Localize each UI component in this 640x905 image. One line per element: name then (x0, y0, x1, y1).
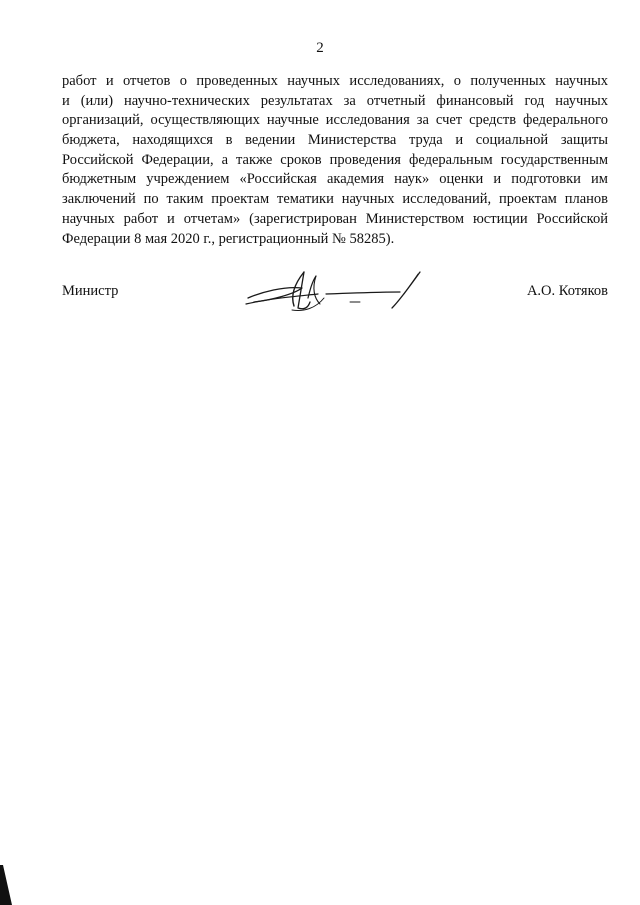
scan-edge-mark-icon (0, 865, 14, 905)
paragraph-line: и (или) научно-технических результатах за отчетный финансовый год научных (62, 92, 608, 109)
paragraph-line: научных работ и отчетам» (зарегистрирован Министерством юстиции Российской (62, 210, 608, 227)
handwritten-signature-icon (242, 268, 426, 316)
paragraph-line: Федерации 8 мая 2020 г., регистрационный № 58285). (62, 230, 395, 247)
paragraph-line: бюджетным учреждением «Российская академия наук» оценки и подготовки им (62, 171, 608, 188)
signatory-title: Министр (62, 283, 119, 299)
paragraph-line: Российской Федерации, а также сроков проведения федеральным государственным (62, 151, 608, 168)
paragraph-line: организаций, осуществляющих научные исследования за счет средств федерального (62, 112, 608, 129)
signatory-name: А.О. Котяков (526, 283, 608, 299)
paragraph-line: заключений по таким проектам тематики научных исследований, проектам планов (62, 191, 608, 208)
body-paragraph (62, 72, 608, 249)
paragraph-line: бюджета, находящихся в ведении Министерства труда и социальной защиты (62, 132, 608, 149)
paragraph-line: работ и отчетов о проведенных научных исследованиях, о полученных научных (62, 73, 608, 89)
page-number: 2 (316, 40, 324, 56)
